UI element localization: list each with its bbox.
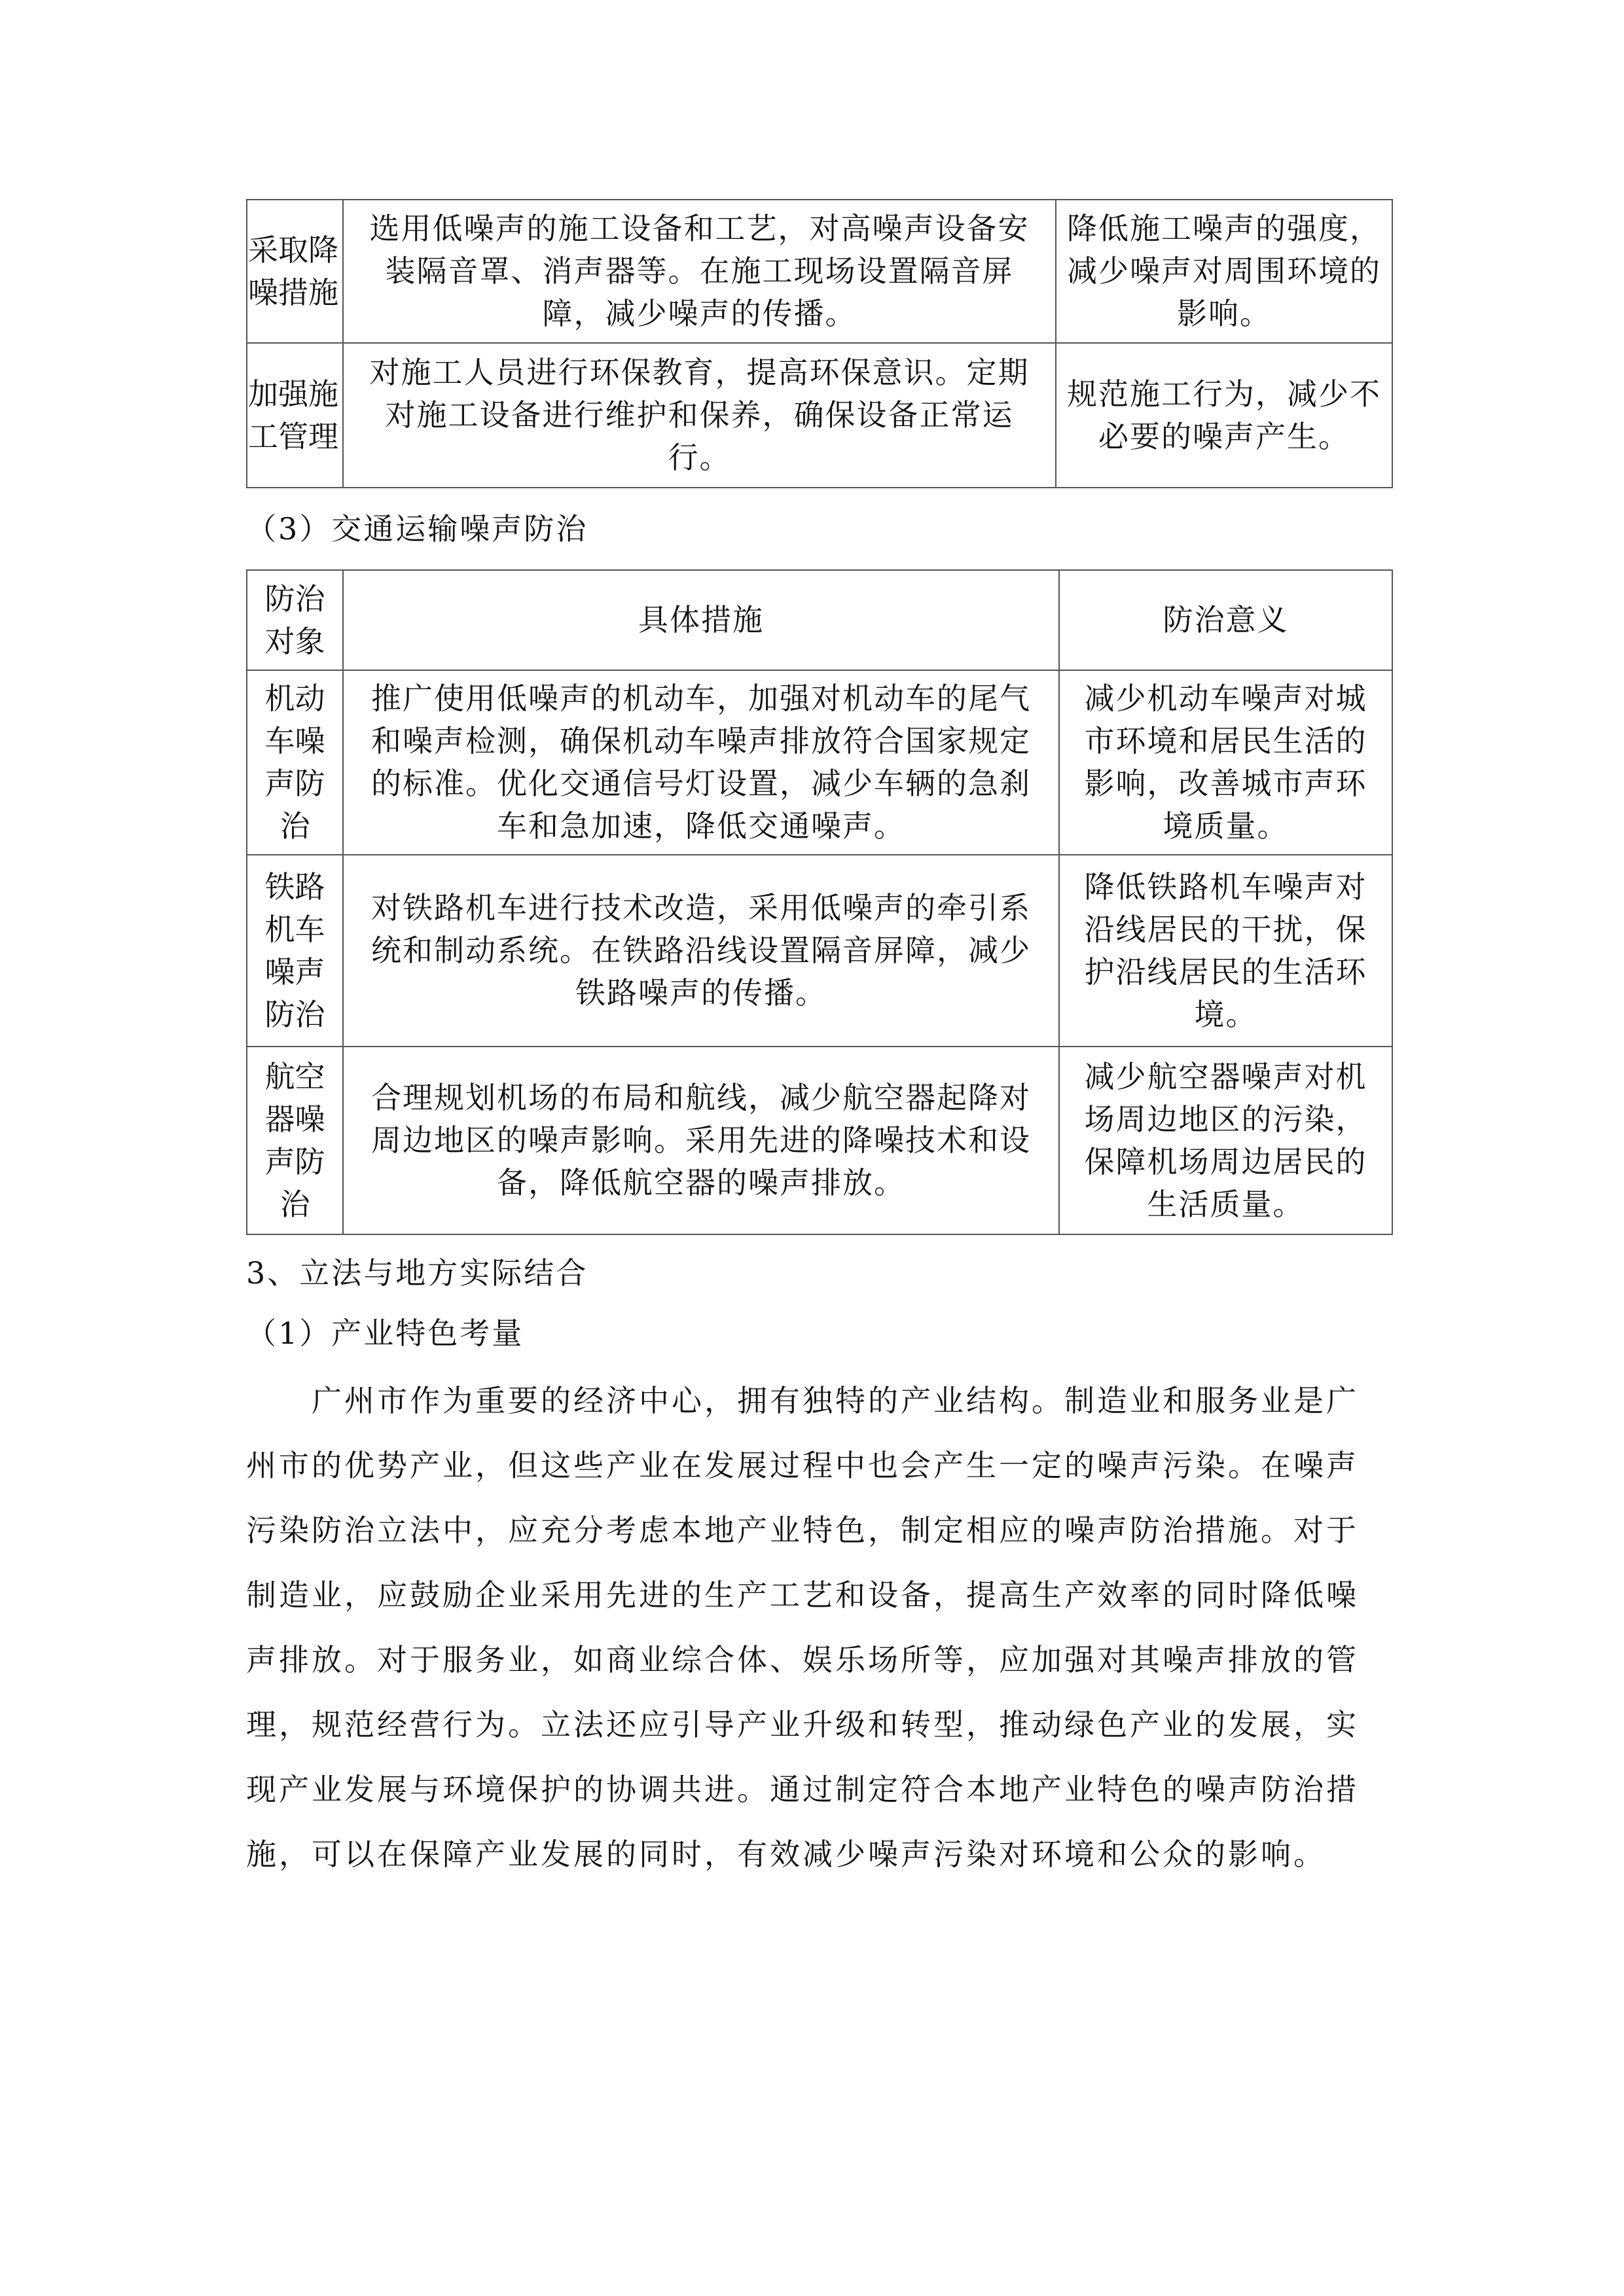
table-cell-measure: 选用低噪声的施工设备和工艺，对高噪声设备安 装隔音罩、消声器等。在施工现场设置隔音屏 障，减少噪声的传播。 xyxy=(343,200,1056,343)
table-row xyxy=(247,343,1392,488)
paragraph-line: 制造业，应鼓励企业采用先进的生产工艺和设备，提高生产效率的同时降低噪 xyxy=(246,1577,1359,1613)
table-cell-target: 加强施 工管理 xyxy=(247,343,343,488)
paragraph-line: 施，可以在保障产业发展的同时，有效减少噪声污染对环境和公众的影响。 xyxy=(246,1837,1326,1872)
header-meaning: 防治意义 xyxy=(1059,570,1392,670)
paragraph-line: 州市的优势产业，但这些产业在发展过程中也会产生一定的噪声污染。在噪声 xyxy=(246,1448,1359,1483)
paragraph-line: 声排放。对于服务业，如商业综合体、娱乐场所等，应加强对其噪声排放的管 xyxy=(246,1642,1359,1677)
header-target: 防治 对象 xyxy=(247,570,343,670)
table-cell-meaning: 降低铁路机车噪声对 沿线居民的干扰，保 护沿线居民的生活环 境。 xyxy=(1059,855,1392,1047)
body-paragraph xyxy=(246,1378,1392,1896)
heading-industry: （1）产业特色考量 xyxy=(246,1316,524,1351)
table-cell-target: 航空 器噪 声防 治 xyxy=(247,1047,343,1234)
header-measure: 具体措施 xyxy=(343,570,1059,670)
table-cell-meaning: 减少机动车噪声对城 市环境和居民生活的 影响，改善城市声环 境质量。 xyxy=(1059,670,1392,855)
table-cell-measure: 对施工人员进行环保教育，提高环保意识。定期 对施工设备进行维护和保养，确保设备正常运 行。 xyxy=(343,343,1056,488)
table-cell-target: 机动 车噪 声防 治 xyxy=(247,670,343,855)
table-row xyxy=(247,200,1392,343)
table-cell-meaning: 规范施工行为，减少不 必要的噪声产生。 xyxy=(1056,343,1392,488)
table-cell-target: 采取降 噪措施 xyxy=(247,200,343,343)
construction-noise-table xyxy=(246,199,1393,488)
table-cell-meaning: 减少航空器噪声对机 场周边地区的污染， 保障机场周边居民的 生活质量。 xyxy=(1059,1047,1392,1234)
table-cell-target: 铁路 机车 噪声 防治 xyxy=(247,855,343,1047)
paragraph-line: 现产业发展与环境保护的协调共进。通过制定符合本地产业特色的噪声防治措 xyxy=(246,1772,1359,1807)
heading-section-3: 3、立法与地方实际结合 xyxy=(246,1255,588,1291)
paragraph-line: 理，规范经营行为。立法还应引导产业升级和转型，推动绿色产业的发展，实 xyxy=(246,1707,1359,1742)
paragraph-line: 广州市作为重要的经济中心，拥有独特的产业结构。制造业和服务业是广 xyxy=(246,1383,1359,1418)
paragraph-line: 污染防治立法中，应充分考虑本地产业特色，制定相应的噪声防治措施。对于 xyxy=(246,1513,1359,1548)
table-row xyxy=(247,855,1392,1047)
table-row xyxy=(247,670,1392,855)
table-row xyxy=(247,1047,1392,1234)
heading-traffic-noise: （3）交通运输噪声防治 xyxy=(246,511,588,547)
table-cell-measure: 合理规划机场的布局和航线，减少航空器起降对 周边地区的噪声影响。采用先进的降噪技术和设 备，降低航空器的噪声排放。 xyxy=(343,1047,1059,1234)
table-cell-meaning: 降低施工噪声的强度， 减少噪声对周围环境的 影响。 xyxy=(1056,200,1392,343)
table-cell-measure: 推广使用低噪声的机动车，加强对机动车的尾气 和噪声检测，确保机动车噪声排放符合国家规定 的标准。优化交通信号灯设置，减少车辆的急刹 车和急加速，降低交通噪声。 xyxy=(343,670,1059,855)
table-cell-measure: 对铁路机车进行技术改造，采用低噪声的牵引系 统和制动系统。在铁路沿线设置隔音屏障，减少 铁路噪声的传播。 xyxy=(343,855,1059,1047)
traffic-noise-table xyxy=(246,569,1393,1235)
table-header-row xyxy=(247,570,1392,670)
